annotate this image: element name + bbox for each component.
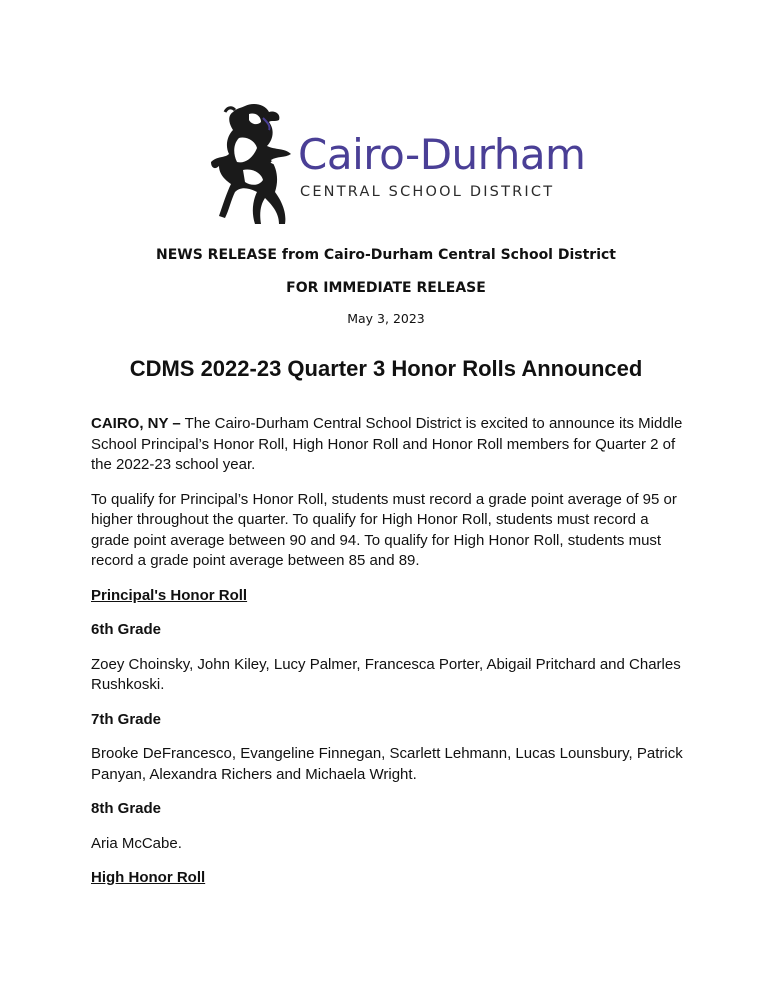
grade-names: Aria McCabe. (91, 834, 182, 852)
grade-names: Zoey Choinsky, John Kiley, Lucy Palmer, Francesca Porter, Abigail Pritchard and Charles Rushkoski. (91, 655, 681, 693)
criteria-paragraph: To qualify for Principal’s Honor Roll, students must record a grade point average of 95 or higher throughout the quarter. To qualify for High Honor Roll, students must record a grade point average between 90 and 94. To qualify for High Honor Roll, students must record a grade point average between 85 and 89. (91, 490, 677, 569)
intro-paragraph (91, 414, 691, 476)
grade-heading: 8th Grade (91, 800, 162, 817)
page-title: CDMS 2022-23 Quarter 3 Honor Rolls Announced (129, 356, 643, 381)
district-logo (205, 100, 585, 230)
mustang-horse-icon (205, 100, 295, 228)
grade-heading: 6th Grade (91, 621, 162, 638)
grade-names: Brooke DeFrancesco, Evangeline Finnegan, Scarlett Lehmann, Lucas Lounsbury, Patrick Panyan, Alexandra Richers and Michaela Wright. (91, 745, 683, 783)
release-from: NEWS RELEASE from Cairo-Durham Central School District (155, 247, 616, 263)
logo-name: Cairo-Durham (298, 130, 586, 179)
high-honor-roll-heading: High Honor Roll (91, 869, 206, 886)
grade-heading: 7th Grade (91, 710, 162, 728)
intro-text: The Cairo-Durham Central School District is excited to announce its Middle School Principal’s Honor Roll, High Honor Roll and Honor Roll members for Quarter 2 of the 2022-23 school year. (91, 415, 683, 473)
principals-honor-roll-heading: Principal's Honor Roll (91, 586, 248, 604)
release-date: May 3, 2023 (347, 311, 425, 326)
article-body (91, 414, 691, 903)
dateline: CAIRO, NY – (91, 415, 181, 432)
logo-subtitle: CENTRAL SCHOOL DISTRICT (300, 184, 555, 200)
release-type: FOR IMMEDIATE RELEASE (286, 280, 486, 296)
